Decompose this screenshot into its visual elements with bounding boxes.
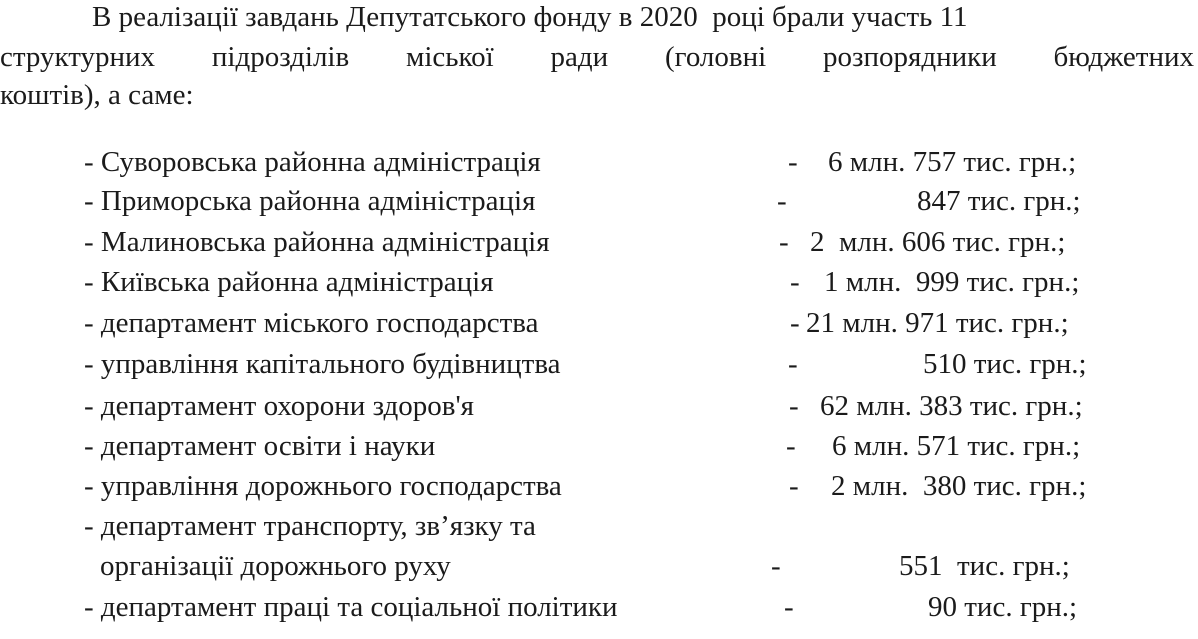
allocation-amount: 90 тис. грн.; [928, 591, 1078, 623]
allocation-amount: 21 млн. 971 тис. грн.; [806, 307, 1069, 339]
intro-line-3: коштів), а саме: [0, 79, 194, 111]
list-item [0, 265, 1198, 305]
list-item [0, 429, 1198, 469]
department-name: - департамент освіти і науки [84, 430, 436, 462]
allocation-amount: 1 млн. 999 тис. грн.; [824, 266, 1080, 298]
intro-line-2: структурних підрозділів міської ради (головні розпорядники бюджетних [0, 41, 1194, 73]
list-item [0, 509, 1198, 589]
department-name: - Приморська районна адміністрація [84, 185, 536, 217]
allocation-amount: 62 млн. 383 тис. грн.; [820, 390, 1083, 422]
intro-line-1: В реалізації завдань Депутатського фонду в 2020 році брали участь 11 [92, 1, 968, 33]
separator-dash: - [788, 348, 798, 380]
separator-dash: - [790, 307, 800, 339]
department-name: - департамент міського господарства [84, 307, 539, 339]
list-item [0, 306, 1198, 346]
allocation-amount: 551 тис. грн.; [899, 550, 1070, 582]
allocation-amount: 847 тис. грн.; [917, 185, 1081, 217]
allocation-amount: 6 млн. 757 тис. грн.; [828, 146, 1077, 178]
list-item [0, 225, 1198, 265]
separator-dash: - [779, 226, 789, 258]
allocation-amount: 2 млн. 606 тис. грн.; [810, 226, 1066, 258]
allocation-amount: 2 млн. 380 тис. грн.; [831, 470, 1087, 502]
separator-dash: - [790, 266, 800, 298]
list-item [0, 145, 1198, 185]
department-name: - департамент транспорту, зв’язку та [84, 510, 536, 542]
separator-dash: - [777, 185, 787, 217]
department-name: - Суворовська районна адміністрація [84, 146, 541, 178]
separator-dash: - [771, 550, 781, 582]
department-name: - департамент охорони здоров'я [84, 390, 475, 422]
separator-dash: - [789, 470, 799, 502]
list-item [0, 184, 1198, 224]
department-name: - департамент праці та соціальної політики [84, 591, 618, 623]
list-item [0, 590, 1198, 630]
separator-dash: - [789, 390, 799, 422]
department-name: - управління дорожнього господарства [84, 470, 562, 502]
department-name: - управління капітального будівництва [84, 348, 561, 380]
allocation-amount: 510 тис. грн.; [923, 348, 1087, 380]
allocation-amount: 6 млн. 571 тис. грн.; [832, 430, 1081, 462]
list-item [0, 347, 1198, 387]
separator-dash: - [784, 591, 794, 623]
separator-dash: - [786, 430, 796, 462]
list-item [0, 389, 1198, 429]
list-item [0, 469, 1198, 509]
department-name-continuation: організації дорожнього руху [100, 550, 451, 582]
department-name: - Малиновська районна адміністрація [84, 226, 550, 258]
separator-dash: - [788, 146, 798, 178]
department-name: - Київська районна адміністрація [84, 266, 494, 298]
